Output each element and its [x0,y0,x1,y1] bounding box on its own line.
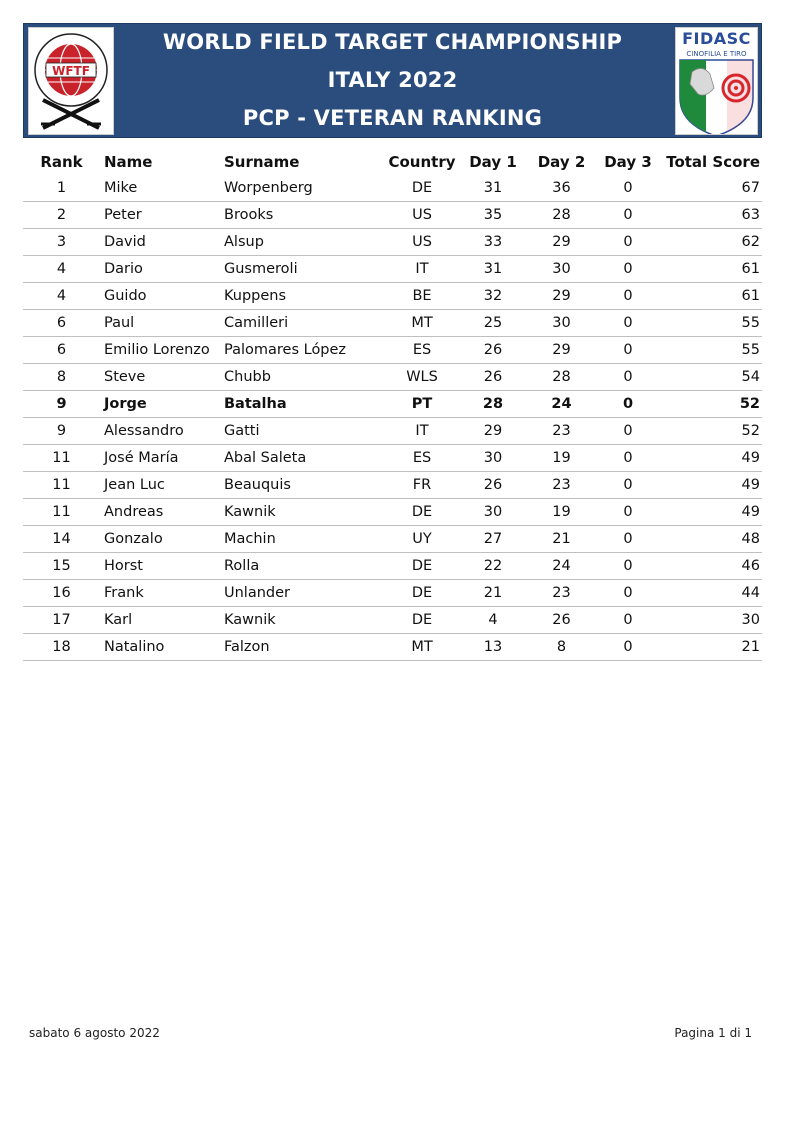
cell-surname: Gusmeroli [224,256,387,283]
cell-name: José María [100,445,224,472]
cell-country: IT [387,256,457,283]
cell-day2: 21 [529,526,594,553]
table-row [23,256,762,283]
cell-day2: 23 [529,472,594,499]
cell-rank: 6 [23,337,100,364]
table-row [23,310,762,337]
cell-day1: 35 [457,202,529,229]
cell-day1: 32 [457,283,529,310]
cell-surname: Palomares López [224,337,387,364]
cell-day1: 26 [457,472,529,499]
cell-day3: 0 [594,202,662,229]
cell-rank: 15 [23,553,100,580]
cell-day3: 0 [594,310,662,337]
cell-country: BE [387,283,457,310]
cell-total-score: 48 [662,526,762,553]
table-row [23,283,762,310]
cell-total-score: 49 [662,499,762,526]
cell-day3: 0 [594,607,662,634]
cell-day3: 0 [594,526,662,553]
cell-rank: 4 [23,256,100,283]
cell-country: FR [387,472,457,499]
column-header-surname: Surname [224,152,300,171]
cell-surname: Gatti [224,418,387,445]
table-row [23,229,762,256]
title-banner [23,23,762,138]
cell-day2: 26 [529,607,594,634]
cell-country: MT [387,634,457,661]
cell-country: IT [387,418,457,445]
table-row [23,391,762,418]
cell-day2: 30 [529,256,594,283]
cell-day1: 31 [457,256,529,283]
cell-surname: Chubb [224,364,387,391]
cell-name: Karl [100,607,224,634]
cell-day2: 23 [529,418,594,445]
cell-name: Mike [100,175,224,202]
cell-day1: 30 [457,445,529,472]
cell-surname: Alsup [224,229,387,256]
cell-day2: 19 [529,445,594,472]
cell-total-score: 49 [662,472,762,499]
cell-day3: 0 [594,256,662,283]
cell-name: Emilio Lorenzo [100,337,224,364]
championship-title: WORLD FIELD TARGET CHAMPIONSHIP [162,30,623,54]
cell-surname: Kawnik [224,499,387,526]
cell-surname: Unlander [224,580,387,607]
cell-country: US [387,229,457,256]
event-subtitle: ITALY 2022 [327,68,458,92]
cell-total-score: 54 [662,364,762,391]
cell-country: DE [387,580,457,607]
cell-total-score: 52 [662,391,762,418]
cell-name: Jean Luc [100,472,224,499]
cell-country: ES [387,445,457,472]
cell-day3: 0 [594,364,662,391]
cell-total-score: 52 [662,418,762,445]
cell-day2: 28 [529,364,594,391]
cell-name: Horst [100,553,224,580]
column-header-total-score: Total Score [666,152,760,171]
cell-total-score: 63 [662,202,762,229]
cell-name: Andreas [100,499,224,526]
cell-day1: 31 [457,175,529,202]
cell-total-score: 67 [662,175,762,202]
cell-rank: 11 [23,472,100,499]
cell-day2: 36 [529,175,594,202]
cell-rank: 4 [23,283,100,310]
cell-surname: Machin [224,526,387,553]
cell-day1: 30 [457,499,529,526]
cell-total-score: 49 [662,445,762,472]
cell-name: David [100,229,224,256]
cell-name: Guido [100,283,224,310]
cell-rank: 14 [23,526,100,553]
table-row [23,472,762,499]
svg-text:WFTF: WFTF [52,64,90,78]
cell-surname: Camilleri [224,310,387,337]
cell-country: DE [387,175,457,202]
cell-rank: 3 [23,229,100,256]
cell-country: WLS [387,364,457,391]
cell-rank: 18 [23,634,100,661]
cell-day1: 28 [457,391,529,418]
column-header-rank: Rank [40,152,83,171]
cell-rank: 6 [23,310,100,337]
cell-country: UY [387,526,457,553]
cell-day3: 0 [594,418,662,445]
cell-surname: Falzon [224,634,387,661]
ranking-title: PCP - VETERAN RANKING [242,106,543,130]
cell-day1: 29 [457,418,529,445]
cell-day2: 29 [529,229,594,256]
cell-total-score: 55 [662,337,762,364]
cell-day2: 19 [529,499,594,526]
cell-rank: 2 [23,202,100,229]
table-row [23,526,762,553]
cell-day3: 0 [594,175,662,202]
cell-name: Alessandro [100,418,224,445]
fidasc-logo [675,27,758,135]
table-row [23,553,762,580]
table-row [23,634,762,661]
cell-rank: 11 [23,499,100,526]
cell-name: Dario [100,256,224,283]
cell-day2: 29 [529,337,594,364]
cell-day1: 26 [457,337,529,364]
cell-rank: 16 [23,580,100,607]
cell-day1: 33 [457,229,529,256]
cell-country: PT [387,391,457,418]
table-row [23,445,762,472]
table-row [23,499,762,526]
cell-surname: Abal Saleta [224,445,387,472]
cell-surname: Kawnik [224,607,387,634]
cell-day2: 23 [529,580,594,607]
table-row [23,418,762,445]
cell-day3: 0 [594,337,662,364]
cell-surname: Batalha [224,391,387,418]
cell-day1: 26 [457,364,529,391]
cell-day1: 13 [457,634,529,661]
fidasc-subtitle: CINOFILIA E TIRO [686,50,747,58]
table-header-row [23,148,762,175]
cell-rank: 9 [23,391,100,418]
cell-day3: 0 [594,229,662,256]
cell-country: DE [387,553,457,580]
cell-day1: 22 [457,553,529,580]
column-header-day3: Day 3 [604,152,652,171]
cell-total-score: 61 [662,283,762,310]
cell-rank: 8 [23,364,100,391]
cell-day1: 4 [457,607,529,634]
cell-day1: 25 [457,310,529,337]
page-number: Pagina 1 di 1 [674,1026,752,1040]
cell-name: Peter [100,202,224,229]
cell-day2: 28 [529,202,594,229]
cell-total-score: 62 [662,229,762,256]
cell-day3: 0 [594,553,662,580]
cell-day2: 24 [529,553,594,580]
cell-day2: 24 [529,391,594,418]
cell-country: DE [387,499,457,526]
cell-surname: Brooks [224,202,387,229]
cell-rank: 9 [23,418,100,445]
table-row [23,580,762,607]
cell-day3: 0 [594,391,662,418]
table-row [23,607,762,634]
cell-surname: Worpenberg [224,175,387,202]
table-body [23,175,762,661]
cell-total-score: 61 [662,256,762,283]
cell-total-score: 44 [662,580,762,607]
cell-name: Paul [100,310,224,337]
cell-country: MT [387,310,457,337]
wftf-logo [28,27,114,135]
cell-day3: 0 [594,472,662,499]
column-header-country: Country [388,152,456,171]
table-row [23,202,762,229]
cell-day3: 0 [594,580,662,607]
cell-country: US [387,202,457,229]
cell-day1: 21 [457,580,529,607]
cell-day2: 29 [529,283,594,310]
cell-name: Steve [100,364,224,391]
cell-country: DE [387,607,457,634]
table-row [23,337,762,364]
column-header-day1: Day 1 [469,152,517,171]
print-date: sabato 6 agosto 2022 [29,1026,160,1040]
column-header-day2: Day 2 [537,152,586,171]
cell-day3: 0 [594,499,662,526]
cell-surname: Beauquis [224,472,387,499]
cell-name: Natalino [100,634,224,661]
cell-day3: 0 [594,283,662,310]
table-row [23,364,762,391]
fidasc-brand: FIDASC [682,29,751,48]
wftf-emblem-icon [29,28,113,134]
column-header-name: Name [104,152,153,171]
cell-rank: 1 [23,175,100,202]
cell-surname: Rolla [224,553,387,580]
cell-name: Frank [100,580,224,607]
cell-rank: 17 [23,607,100,634]
fidasc-shield-icon [676,58,757,135]
ranking-table [23,148,762,661]
cell-total-score: 30 [662,607,762,634]
table-row [23,175,762,202]
cell-day1: 27 [457,526,529,553]
cell-day2: 30 [529,310,594,337]
cell-day3: 0 [594,634,662,661]
cell-name: Jorge [100,391,224,418]
cell-total-score: 46 [662,553,762,580]
cell-name: Gonzalo [100,526,224,553]
cell-day3: 0 [594,445,662,472]
cell-total-score: 21 [662,634,762,661]
cell-surname: Kuppens [224,283,387,310]
cell-country: ES [387,337,457,364]
cell-rank: 11 [23,445,100,472]
cell-total-score: 55 [662,310,762,337]
cell-day2: 8 [529,634,594,661]
